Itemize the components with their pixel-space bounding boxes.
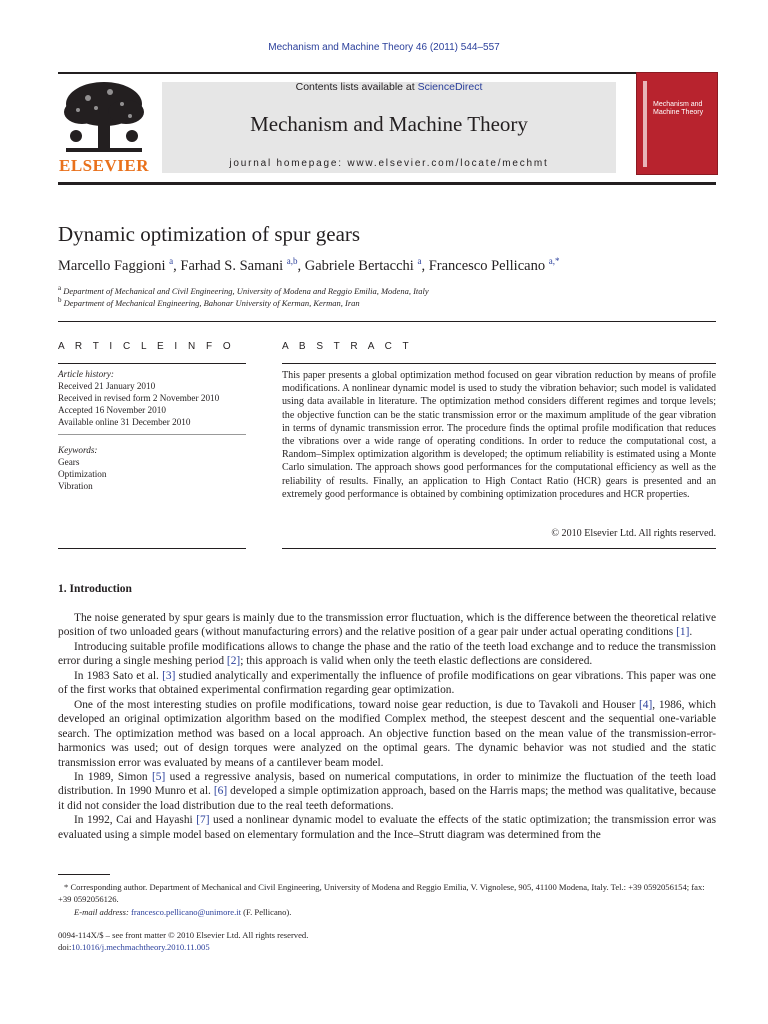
abstract-copyright: © 2010 Elsevier Ltd. All rights reserved. — [551, 528, 716, 539]
author-name: Gabriele Bertacchi — [304, 257, 414, 274]
cover-title: Mechanism and Machine Theory — [653, 101, 704, 116]
abstract-heading: A B S T R A C T — [282, 341, 413, 352]
doi-line — [58, 941, 210, 953]
citation-link[interactable]: [1] — [676, 626, 690, 639]
author-name: Marcello Faggioni — [58, 257, 166, 274]
doi-link[interactable]: 10.1016/j.mechmachtheory.2010.11.005 — [71, 942, 210, 952]
author-affil-sup[interactable]: a,b — [286, 256, 298, 266]
citation-link[interactable]: [3] — [162, 669, 176, 682]
header-thick-rule — [58, 182, 716, 185]
history-item: Received 21 January 2010 — [58, 381, 156, 391]
history-label: Article history: — [58, 369, 114, 379]
affiliation-sup: b — [58, 296, 62, 304]
article-title: Dynamic optimization of spur gears — [58, 222, 361, 246]
article-info-bottom-rule — [58, 548, 246, 549]
keyword: Gears — [58, 457, 80, 467]
history-item: Received in revised form 2 November 2010 — [58, 393, 220, 403]
paragraph: The noise generated by spur gears is mainly due to the transmission error fluctuation, which is the difference between the theoretical relative position of two unloaded gears (without manufacturing errors) and the relative position of a gear pair under actual operating conditions [1]. — [58, 612, 716, 639]
cover-stripe — [643, 81, 647, 167]
keyword: Optimization — [58, 469, 107, 479]
citation-link[interactable]: [7] — [196, 814, 210, 827]
affiliation-text: Department of Mechanical Engineering, Bahonar University of Kerman, Kerman, Iran — [63, 297, 360, 308]
contents-line — [162, 81, 616, 93]
affiliation-sup: a — [58, 284, 62, 292]
paragraph: In 1989, Simon [5] used a regressive analysis, based on numerical computations, in order to minimize the fluctuation of the teeth load distribution. In 1990 Munro et al. [6] developed a simple optimization approach, based on the Harris maps; the method was qualitative, because it did not consider the load distribution due to the real teeth deformations. — [58, 770, 716, 812]
section-rule — [58, 321, 716, 322]
section-title: 1. Introduction — [58, 583, 132, 595]
affiliation-text: Department of Mechanical and Civil Engineering, University of Modena and Reggio Emilia, Modena, Italy — [63, 285, 429, 296]
journal-citation[interactable]: Mechanism and Machine Theory 46 (2011) 544–557 — [268, 42, 500, 53]
email-link[interactable]: francesco.pellicano@unimore.it — [130, 907, 242, 917]
author-affil-sup[interactable]: a,* — [548, 256, 560, 266]
author-list: Marcello Faggioni $^a$, Farhad S. Samani $^{a,b}$, Gabriele Bertacchi $^a$, Francesco Pellicano $^{a,*}$ — [58, 256, 560, 274]
abstract-bottom-rule — [282, 548, 716, 549]
history-item: Accepted 16 November 2010 — [58, 405, 166, 415]
citation-link[interactable]: [2] — [226, 655, 241, 668]
journal-cover-image — [636, 72, 718, 175]
citation-link[interactable]: [5] — [152, 770, 166, 783]
history-item: Available online 31 December 2010 — [58, 417, 191, 427]
journal-homepage[interactable]: journal homepage: www.elsevier.com/locate/mechmt — [229, 158, 549, 169]
author-affil-sup[interactable]: a — [417, 256, 422, 266]
introduction-body — [58, 611, 716, 842]
doi-label: doi: — [58, 942, 72, 952]
corresponding-author-note: * Corresponding author. Department of Mechanical and Civil Engineering, University of Modena and Reggio Emilia, V. Vignolese, 905, 41100 Modena, Italy. Tel.: +39 0592056154; fax: +39 0592056126. — [58, 882, 705, 905]
author-affil-sup[interactable]: a — [169, 256, 174, 266]
header-rule — [58, 72, 716, 74]
publisher-name: ELSEVIER — [59, 156, 149, 175]
paragraph: Introducing suitable profile modifications allows to change the phase and the ratio of the teeth load exchange and to reduce the transmission error during a single meshing period [2]; this approach is valid when only the teeth elastic deflections are considered. — [58, 640, 716, 668]
journal-title: Mechanism and Machine Theory — [250, 112, 528, 136]
front-matter: 0094-114X/$ – see front matter © 2010 Elsevier Ltd. All rights reserved. — [58, 930, 309, 940]
citation-link[interactable]: [6] — [213, 785, 228, 798]
paragraph: In 1992, Cai and Hayashi [7] used a nonlinear dynamic model to evaluate the effects of the static optimization; the transmission error was evaluated using a simple model based on elementary formulation and the Ince–Strutt diagram was determined from the — [58, 814, 716, 841]
sciencedirect-link[interactable]: ScienceDirect — [417, 81, 483, 93]
article-info-heading: A R T I C L E I N F O — [58, 341, 235, 352]
email-note — [58, 906, 732, 918]
author-name: Farhad S. Samani — [180, 257, 284, 274]
contents-prefix: Contents lists available at — [295, 81, 418, 93]
affiliation-b — [58, 296, 360, 308]
email-label: E-mail address: — [74, 907, 131, 917]
email-suffix: (F. Pellicano). — [241, 907, 292, 917]
paragraph: One of the most interesting studies on profile modifications, toward noise gear reduction, is due to Tavakoli and Houser [4], 1986, which developed an original optimization algorithm based on the modified Complex method, the steepest descent and the sequential one-variable search. The optimization method was based on a local approach. An objective function based on the mean value of the transmission-error-harmonics was used; out of design torques were analyzed on the optimal gears. The dynamic behavior was not studied and the static transmission error was evaluated by means of a cantilever beam model. — [58, 698, 716, 769]
abstract-text: This paper presents a global optimization method focused on gear vibration reduction by means of profile modifications. A nonlinear dynamic model is used to study the vibration behavior; such model is validated using data available in literature. The optimization method considers different regimes and torque levels; the objective function can be the static transmission error or the maximum amplitude of the gear vibration in terms of dynamic transmission error. The procedure finds the optimal profile modification that reduces the vibrations over a wide range of operating conditions. In order to reduce the computational cost, a Random–Simplex optimization algorithm is developed; the optimum reliability is estimated using a Monte Carlo simulation. The approach shows good performances for the computational efficiency as well as the reliability of results. Finally, an application to High Contact Ratio (HCR) gears is presented and an extremely good performance is obtained by combining optimization procedures and HCR properties. — [282, 370, 716, 500]
keyword: Vibration — [58, 481, 93, 491]
keywords-label: Keywords: — [58, 445, 98, 455]
citation-link[interactable]: [4] — [638, 698, 653, 711]
abstract-rule — [282, 363, 716, 364]
article-info-rule — [58, 363, 246, 364]
affiliation-a — [58, 284, 429, 296]
footnote-rule — [58, 874, 110, 875]
info-divider — [58, 434, 246, 435]
paragraph: In 1983 Sato et al. [3] studied analytically and experimentally the influence of profile modifications on gear vibrations. This paper was one of the first works that obtained experimental confirmation regarding gear optimization. — [58, 669, 716, 697]
author-name: Francesco Pellicano — [428, 257, 546, 274]
